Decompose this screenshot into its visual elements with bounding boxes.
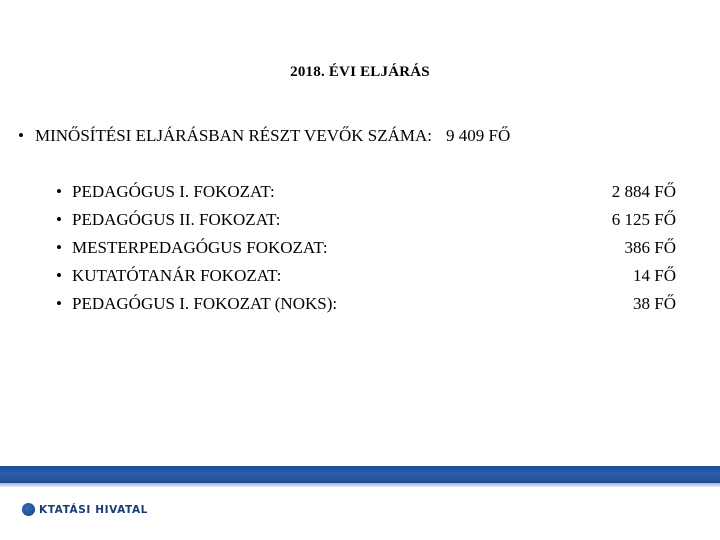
- list-item: [56, 210, 676, 238]
- summary-value: 9 409 FŐ: [446, 126, 511, 145]
- category-label: PEDAGÓGUS I. FOKOZAT (NOKS):: [72, 294, 338, 313]
- bullet-icon: •: [56, 210, 62, 229]
- list-item: [56, 182, 676, 210]
- category-label: MESTERPEDAGÓGUS FOKOZAT:: [72, 238, 328, 257]
- slide-title: 2018. ÉVI ELJÁRÁS: [290, 64, 430, 80]
- oktatasi-hivatal-logo: [22, 503, 148, 516]
- footer-band-edge: [0, 483, 720, 487]
- category-count: 2 884 FŐ: [611, 182, 676, 201]
- logo-text: KTATÁSI HIVATAL: [39, 503, 148, 516]
- summary-label: MINŐSÍTÉSI ELJÁRÁSBAN RÉSZT VEVŐK SZÁMA:: [35, 126, 433, 145]
- category-count: 38 FŐ: [633, 294, 676, 313]
- bullet-icon: •: [56, 294, 62, 313]
- category-label: KUTATÓTANÁR FOKOZAT:: [72, 266, 282, 285]
- bullet-icon: •: [56, 266, 62, 285]
- footer-band: [0, 466, 720, 483]
- category-label: PEDAGÓGUS I. FOKOZAT:: [72, 182, 275, 201]
- list-item: [56, 238, 676, 266]
- category-label: PEDAGÓGUS II. FOKOZAT:: [72, 210, 281, 229]
- list-item: [56, 266, 676, 294]
- category-count: 386 FŐ: [624, 238, 676, 257]
- bullet-icon: •: [56, 182, 62, 201]
- bullet-icon: •: [18, 126, 24, 145]
- list-item: [56, 294, 676, 322]
- category-count: 14 FŐ: [633, 266, 676, 285]
- category-count: 6 125 FŐ: [611, 210, 676, 229]
- bullet-icon: •: [56, 238, 62, 257]
- circle-logo-icon: [22, 503, 35, 516]
- summary-line: [18, 126, 510, 146]
- category-list: [56, 182, 676, 322]
